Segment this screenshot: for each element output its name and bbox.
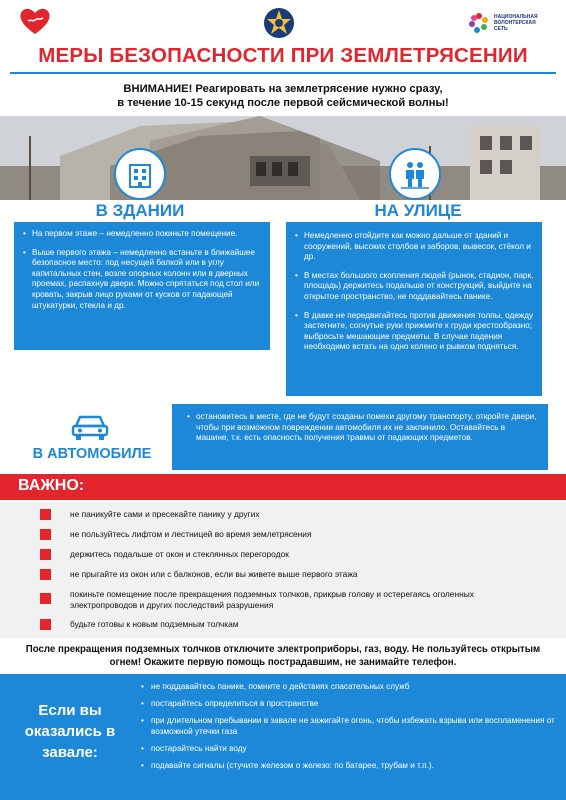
list-item	[0, 566, 566, 584]
title-divider	[10, 72, 556, 74]
list-item: • при длительном пребывании в завале не зажигайте огонь, чтобы избежать взрыва или воспламенения от возможной утечки газа	[140, 716, 560, 737]
list-item: • В давке не передвигайтесь против движения толпы, одежду застегните, согнутые руки прижмите к груди крестообразно; выбросьте мешающие предметы. В случае падения необходимо встать на одно колено и рывком подняться.	[294, 311, 534, 353]
list-item	[0, 546, 566, 564]
list-item: • постарайтесь найти воду	[140, 744, 560, 755]
section-title-street: НА УЛИЦЕ	[374, 201, 462, 220]
list-item-text: держитесь подальше от окон и стеклянных перегородок	[70, 549, 289, 559]
red-square-icon	[40, 593, 51, 604]
list-item-text: не прыгайте из окон или с балконов, если вы живете выше первого этажа	[70, 569, 358, 579]
volunteer-network-logo	[468, 10, 558, 36]
warning-line-2: в течение 10-15 секунд после первой сейсмической волны!	[117, 97, 449, 109]
section-title-car: В АВТОМОБИЛЕ	[32, 446, 152, 462]
red-square-icon	[40, 549, 51, 560]
list-item-text: не паникуйте сами и пресекайте панику у других	[70, 509, 260, 519]
list-item-text: будьте готовы к новым подземным толчкам	[70, 619, 239, 629]
rubble-instructions	[140, 682, 560, 778]
heart-logo-icon	[18, 6, 52, 36]
important-title: ВАЖНО:	[18, 477, 85, 494]
list-item-text: покиньте помещение после прекращения подземных толчков, прикрыв голову и остерегаясь оголенных электропроводов и других последствий разрушения	[70, 589, 474, 610]
list-item: • В местах большого скопления людей (рынок, стадион, парк, площадь) держитесь подальше от конструкций, выйдите на открытое пространство, не поддавайтесь панике.	[294, 271, 534, 303]
list-item-text: не пользуйтесь лифтом и лестницей во время землетрясения	[70, 529, 312, 539]
warning-text	[20, 82, 546, 110]
list-item	[0, 616, 566, 634]
after-shock-text: После прекращения подземных толчков отключите электроприборы, газ, воду. Не пользуйтесь открытым огнем! Окажите первую помощь пострадавшим, не занимайте телефон.	[25, 644, 541, 668]
street-instructions	[286, 222, 542, 396]
rubble-title: Если вы оказались в завале:	[24, 702, 116, 761]
red-square-icon	[40, 619, 51, 630]
page-title: МЕРЫ БЕЗОПАСНОСТИ ПРИ ЗЕМЛЕТРЯСЕНИИ	[38, 44, 528, 67]
list-item	[0, 526, 566, 544]
important-list	[0, 502, 566, 638]
list-item: • постарайтесь определиться в пространстве	[140, 699, 560, 710]
list-item: • остановитесь в месте, где не будут созданы помехи другому транспорту, откройте двери, чтобы при возможном повреждении автомобиля их не заклинило. Оставайтесь в машине, т.к. есть опасность получения травмы от падающих предметов.	[186, 412, 538, 444]
list-item: • Немедленно отойдите как можно дальше от зданий и сооружений, высоких столбов и заборов, вывесок, стёкол и др.	[294, 231, 534, 263]
list-item: • подавайте сигналы (стучите железом о железо: по батарее, трубам и т.п.).	[140, 761, 560, 772]
important-banner	[0, 474, 566, 500]
red-square-icon	[40, 569, 51, 580]
list-item: • На первом этаже – немедленно покиньте помещение.	[22, 229, 262, 240]
list-item: • не поддавайтесь панике, помните о действиях спасательных служб	[140, 682, 560, 693]
building-icon	[114, 148, 166, 200]
red-square-icon	[40, 509, 51, 520]
section-title-building: В ЗДАНИИ	[95, 201, 185, 220]
list-item	[0, 586, 566, 610]
list-item: • Выше первого этажа – немедленно встаньте в ближайшее безопасное место: под несущей балкой или в углу капитальных стен, возле опорных колонн или в дверных проемах, распахнув двери. Можно спрятаться под стол или кровать, закрыв лицо руками от кусков от падающей штукатурки, стекла и др.	[22, 248, 262, 312]
car-icon	[70, 412, 110, 442]
red-square-icon	[40, 529, 51, 540]
building-instructions	[14, 222, 270, 350]
network-logo-text: НАЦИОНАЛЬНАЯ ВОЛОНТЕРСКАЯ СЕТЬ	[494, 14, 538, 32]
car-instructions	[172, 404, 548, 470]
volunteer-network-logo-icon	[468, 12, 490, 34]
list-item	[0, 506, 566, 524]
emblem-icon	[262, 6, 296, 40]
destroyed-building-photo	[0, 116, 566, 200]
street-people-icon	[389, 148, 441, 200]
warning-line-1: ВНИМАНИЕ! Реагировать на землетрясение нужно сразу,	[123, 83, 443, 95]
